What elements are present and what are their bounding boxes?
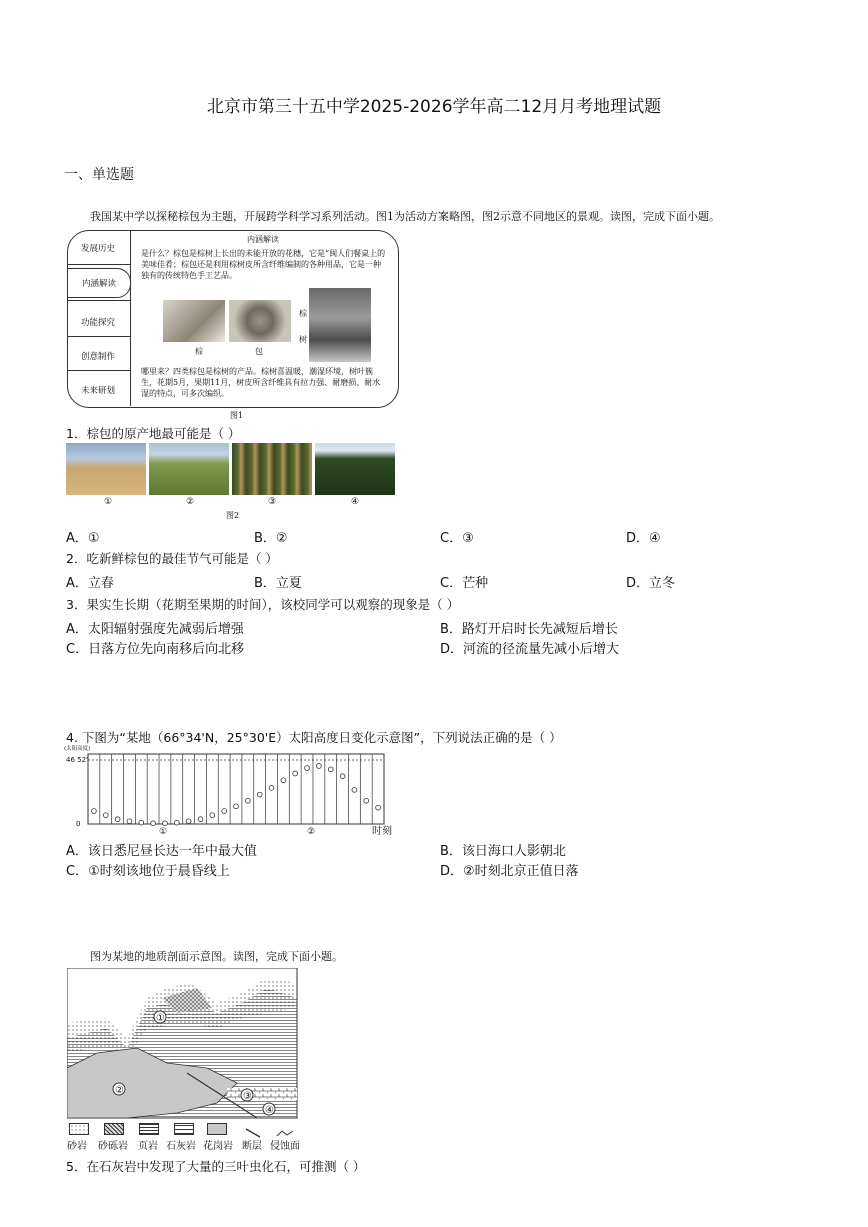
fig1-label-zongshu-2: 树 xyxy=(299,335,307,344)
chart-point xyxy=(364,798,369,803)
fig1-side-column xyxy=(67,230,131,406)
fig1-side-item: 创意制作 xyxy=(80,352,115,362)
chart-point xyxy=(281,778,286,783)
fig1-text-1: 是什么？棕包是棕树上长出的未能开放的花穗，它是“闽人们餐桌上的美味佳肴；棕包还是利用棕树皮所含纤维编制的各种用品，它是一种独有的传统特色手工艺品。 xyxy=(141,249,386,280)
legend-label: 页岩 xyxy=(138,1141,158,1152)
q1-option-c[interactable]: C．③ xyxy=(440,531,474,546)
q2-option-a[interactable]: A．立春 xyxy=(66,576,114,591)
fig2-label-1: ① xyxy=(103,497,113,507)
chart-frame xyxy=(88,754,384,824)
legend-label: 侵蚀面 xyxy=(270,1141,300,1152)
chart-point xyxy=(245,798,250,803)
q1-option-b[interactable]: B．② xyxy=(254,531,288,546)
sun-altitude-chart xyxy=(64,742,404,838)
chart-marker-2: ② xyxy=(307,827,316,837)
q3-option-a[interactable]: A．太阳辐射强度先减弱后增强 xyxy=(66,622,244,637)
fig2-label-2: ② xyxy=(185,497,195,507)
chart-point xyxy=(198,817,203,822)
chart-point xyxy=(163,821,168,826)
chart-point xyxy=(186,819,191,824)
chart-point xyxy=(376,805,381,810)
question-2: 2．吃新鲜棕包的最佳节气可能是（ ） xyxy=(66,551,278,566)
chart-point xyxy=(174,820,179,825)
q4-option-b[interactable]: B．该日海口人影朝北 xyxy=(440,844,566,859)
chart-point xyxy=(151,821,156,826)
q2-option-b[interactable]: B．立夏 xyxy=(254,576,302,591)
chart-point xyxy=(316,764,321,769)
legend-label: 砂砾岩 xyxy=(98,1141,128,1152)
landscape-photo-desert xyxy=(66,443,146,495)
legend-swatch-conglomerate xyxy=(104,1123,124,1135)
question-3: 3．果实生长期（花期至果期的时间），该校同学可以观察的现象是（ ） xyxy=(66,597,460,612)
fig1-panel-title: 内涵解读 xyxy=(247,235,279,244)
q1-option-a[interactable]: A．① xyxy=(66,531,100,546)
geologic-profile-svg xyxy=(67,968,299,1120)
intro-text-2: 图为某地的地质剖面示意图。读图，完成下面小题。 xyxy=(90,950,343,963)
chart-point xyxy=(234,804,239,809)
chart-point xyxy=(103,813,108,818)
fig2-label-4: ④ xyxy=(350,497,360,507)
q3-option-c[interactable]: C．日落方位先向南移后向北移 xyxy=(66,642,245,657)
fig1-label-zong: 棕 xyxy=(195,347,203,356)
chart-point xyxy=(115,817,120,822)
profile-marker-3: ③ xyxy=(243,1091,252,1102)
fig1-photo-zongbao-2 xyxy=(229,300,291,342)
fig1-side-item: 功能探究 xyxy=(80,318,115,328)
q3-option-b[interactable]: B．路灯开启时长先减短后增长 xyxy=(440,622,618,637)
section-heading: 一、单选题 xyxy=(64,167,134,183)
landscape-photo-grassland xyxy=(149,443,229,495)
chart-ylabel: (太阳高度) xyxy=(64,746,91,752)
page-title: 北京市第三十五中学2025-2026学年高二12月月考地理试题 xyxy=(206,97,662,117)
q4-option-a[interactable]: A．该日悉尼昼长达一年中最大值 xyxy=(66,844,257,859)
figure-1 xyxy=(67,230,401,408)
fig1-label-zongshu-1: 棕 xyxy=(299,309,307,318)
q4-option-d[interactable]: D．②时刻北京正值日落 xyxy=(440,864,579,879)
chart-point xyxy=(92,809,97,814)
legend-swatch-granite xyxy=(207,1123,227,1135)
q4-option-c[interactable]: C．①时刻该地位于晨昏线上 xyxy=(66,864,230,879)
legend-label: 砂岩 xyxy=(67,1141,87,1152)
legend-label: 石灰岩 xyxy=(166,1141,196,1152)
fig2-label-3: ③ xyxy=(267,497,277,507)
chart-point xyxy=(269,785,274,790)
question-5: 5．在石灰岩中发现了大量的三叶虫化石，可推测（ ） xyxy=(66,1159,366,1174)
profile-marker-2: ② xyxy=(115,1085,124,1096)
fig1-caption: 图1 xyxy=(230,411,244,420)
fig2-caption: 图2 xyxy=(226,511,240,520)
chart-point xyxy=(305,766,310,771)
q2-option-d[interactable]: D．立冬 xyxy=(626,576,676,591)
landscape-photo-forest xyxy=(232,443,312,495)
q1-option-d[interactable]: D．④ xyxy=(626,531,661,546)
legend-swatch-fault xyxy=(244,1123,262,1133)
legend-swatch-erosion xyxy=(276,1123,294,1133)
profile-marker-4: ④ xyxy=(265,1105,274,1116)
legend-label: 断层 xyxy=(242,1141,262,1152)
landscape-photo-rainforest xyxy=(315,443,395,495)
fig1-label-bao: 包 xyxy=(255,347,263,356)
chart-point xyxy=(127,819,132,824)
chart-ytick-max: 46 52' xyxy=(66,756,88,764)
chart-point xyxy=(139,820,144,825)
profile-marker-1: ① xyxy=(156,1013,165,1024)
legend-swatch-limestone xyxy=(174,1123,194,1135)
chart-marker-1: ① xyxy=(159,827,168,837)
q3-option-d[interactable]: D．河流的径流量先减小后增大 xyxy=(440,642,620,657)
legend-swatch-sandstone xyxy=(69,1123,89,1135)
chart-point xyxy=(328,767,333,772)
chart-point xyxy=(352,787,357,792)
fig1-side-item: 未来研划 xyxy=(80,386,115,396)
chart-point xyxy=(222,809,227,814)
fig1-text-2: 哪里来？四类棕包是棕树的产品。棕树喜温暖，潮湿环境，树叶簇生，花期5月，果期11月，树皮所含纤维具有拉力强、耐磨损、耐水湿的特点，可多次编织。 xyxy=(141,367,381,398)
geologic-profile-figure xyxy=(67,968,299,1120)
fig1-side-item-active: 内涵解读 xyxy=(67,268,131,298)
chart-point xyxy=(293,771,298,776)
chart-point xyxy=(257,792,262,797)
intro-text-1: 我国某中学以探秘棕包为主题，开展跨学科学习系列活动。图1为活动方案略图，图2示意不同地区的景观。读图，完成下面小题。 xyxy=(90,210,720,223)
legend-swatch-shale xyxy=(139,1123,159,1135)
chart-point xyxy=(340,774,345,779)
question-4: 4. 下图为“某地（66°34'N，25°30'E）太阳高度日变化示意图”，下列说法正确的是（ ） xyxy=(66,730,562,745)
fig1-photo-zongbao-1 xyxy=(163,300,225,342)
legend-label: 花岗岩 xyxy=(203,1141,233,1152)
chart-ytick-zero: 0 xyxy=(76,820,81,828)
question-1: 1．棕包的原产地最可能是（ ） xyxy=(66,426,241,441)
chart-xlabel: 时刻 xyxy=(372,826,392,837)
q2-option-c[interactable]: C．芒种 xyxy=(440,576,489,591)
fig1-side-item: 发展历史 xyxy=(80,244,115,254)
sun-altitude-chart-svg xyxy=(64,742,404,838)
fig1-photo-palm-tree xyxy=(309,288,371,362)
chart-point xyxy=(210,813,215,818)
